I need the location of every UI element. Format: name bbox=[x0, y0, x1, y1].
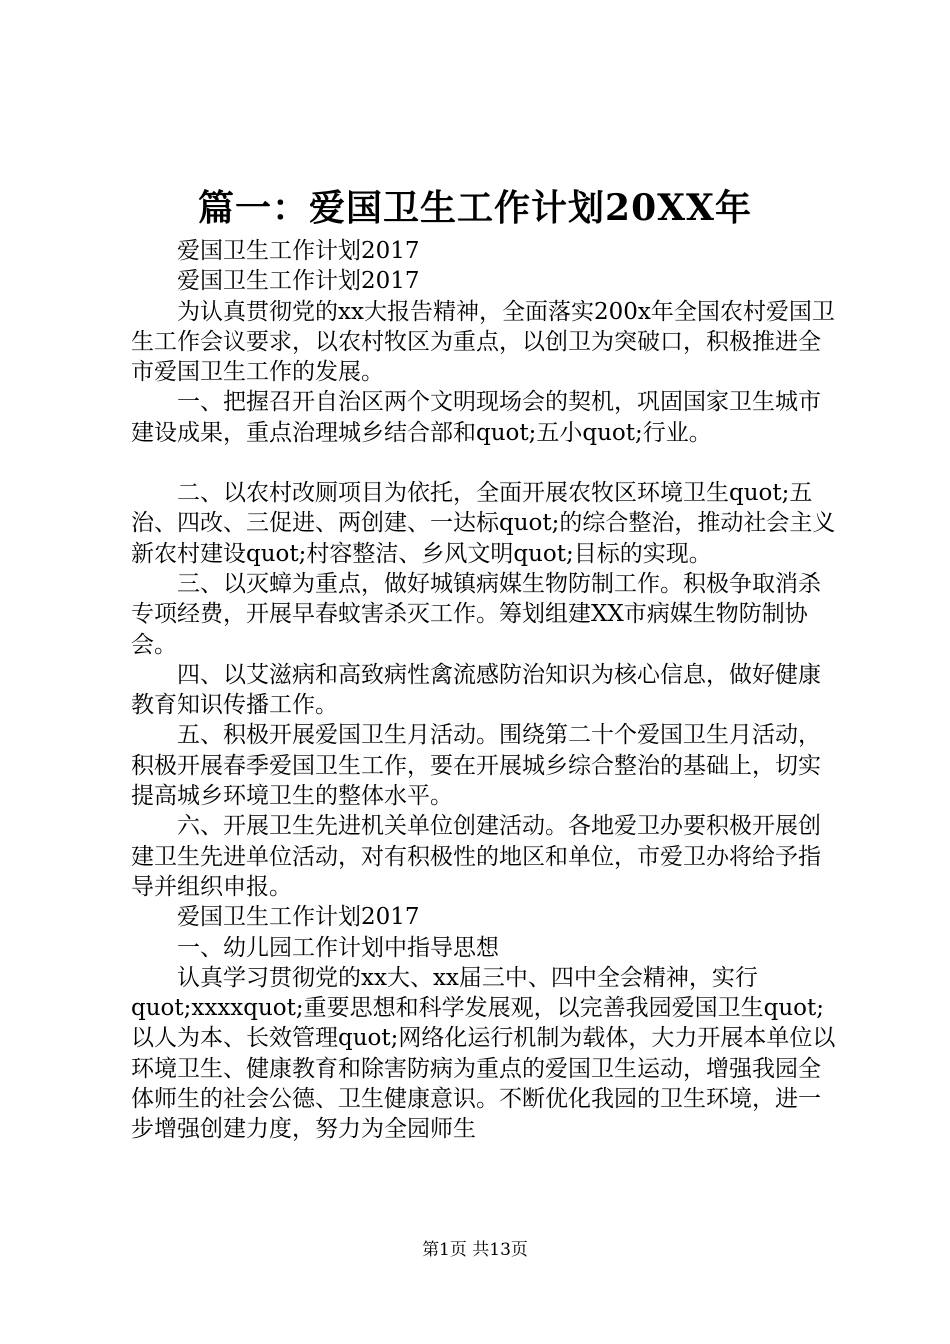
document-title: 篇一：爱国卫生工作计划20XX年 bbox=[198, 187, 752, 229]
paragraph-item-3: 三、以灭蟑为重点，做好城镇病媒生物防制工作。积极争取消杀专项经费，开展早春蚊害杀灭工作。筹划组建XX市病媒生物防制协会。 bbox=[131, 570, 821, 658]
paragraph-subtitle-1: 爱国卫生工作计划2017 bbox=[177, 238, 420, 264]
paragraph-section-heading: 一、幼儿园工作计划中指导思想 bbox=[177, 934, 499, 961]
paragraph-guiding-thought: 认真学习贯彻党的xx大、xx届三中、四中全会精神，实行quot;xxxxquot;重要思想和科学发展观，以完善我园爱国卫生quot;以人为本、长效管理quot;网络化运行机制为载体，大力开展本单位以环境卫生、健康教育和除害防病为重点的爱国卫生运动，增强我园全体师生的社会公德、卫生健康意识。不断优化我园的卫生环境，进一步增强创建力度，努力为全园师生 bbox=[131, 964, 836, 1143]
paragraph-item-1: 一、把握召开自治区两个文明现场会的契机，巩固国家卫生城市建设成果，重点治理城乡结合部和quot;五小quot;行业。 bbox=[131, 389, 821, 446]
paragraph-subtitle-2: 爱国卫生工作计划2017 bbox=[177, 268, 420, 295]
paragraph-item-4: 四、以艾滋病和高致病性禽流感防治知识为核心信息，做好健康教育知识传播工作。 bbox=[131, 661, 821, 719]
page-number-footer: 第1页 共13页 bbox=[422, 1240, 528, 1260]
paragraph-intro: 为认真贯彻党的xx大报告精神，全面落实200x年全国农村爱国卫生工作会议要求，以农村牧区为重点，以创卫为突破口，积极推进全市爱国卫生工作的发展。 bbox=[131, 298, 835, 386]
paragraph-item-2: 二、以农村改厕项目为依托，全面开展农牧区环境卫生quot;五治、四改、三促进、两创建、一达标quot;的综合整治，推动社会主义新农村建设quot;村容整洁、乡风文明quot;目标的实现。 bbox=[131, 480, 836, 567]
paragraph-item-6: 六、开展卫生先进机关单位创建活动。各地爱卫办要积极开展创建卫生先进单位活动，对有积极性的地区和单位，市爱卫办将给予指导并组织申报。 bbox=[131, 813, 821, 900]
paragraph-subtitle-3: 爱国卫生工作计划2017 bbox=[177, 904, 420, 931]
paragraph-item-5: 五、积极开展爱国卫生月活动。围绕第二十个爱国卫生月活动，积极开展春季爱国卫生工作，要在开展城乡综合整治的基础上，切实提高城乡环境卫生的整体水平。 bbox=[131, 722, 821, 810]
document-body bbox=[131, 236, 836, 1145]
